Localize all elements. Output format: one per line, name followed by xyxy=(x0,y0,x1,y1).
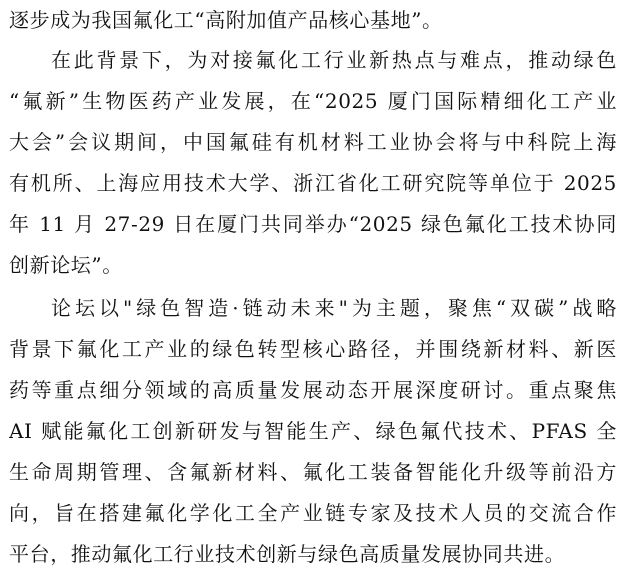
text-line: AI 赋能氟化工创新研发与智能生产、绿色氟代技术、PFAS 全 xyxy=(9,419,617,443)
text-line: 背景下氟化工产业的绿色转型核心路径，并围绕新材料、新医 xyxy=(9,337,617,361)
text-line: 论坛以"绿色智造·链动未来"为主题，聚焦“双碳”战略 xyxy=(51,296,617,320)
text-line: 平台，推动氟化工行业技术创新与绿色高质量发展协同共进。 xyxy=(9,542,566,566)
text-line: “氟新”生物医药产业发展，在“2025 厦门国际精细化工产业 xyxy=(9,89,617,113)
text-line: 药等重点细分领域的高质量发展动态开展深度研讨。重点聚焦 xyxy=(9,378,617,402)
text-line: 生命周期管理、含氟新材料、氟化工装备智能化升级等前沿方 xyxy=(9,460,617,484)
text-line: 在此背景下，为对接氟化工行业新热点与难点，推动绿色 xyxy=(51,48,617,72)
text-line: 有机所、上海应用技术大学、浙江省化工研究院等单位于 2025 xyxy=(9,171,617,195)
text-line: 逐步成为我国氟化工“高附加值产品核心基地”。 xyxy=(9,8,443,32)
text-line: 向，旨在搭建氟化学化工全产业链专家及技术人员的交流合作 xyxy=(9,501,617,525)
text-line: 大会”会议期间，中国氟硅有机材料工业协会将与中科院上海 xyxy=(9,130,617,154)
text-line: 年 11 月 27-29 日在厦门共同举办“2025 绿色氟化工技术协同 xyxy=(9,212,617,236)
text-line: 创新论坛”。 xyxy=(9,253,123,277)
